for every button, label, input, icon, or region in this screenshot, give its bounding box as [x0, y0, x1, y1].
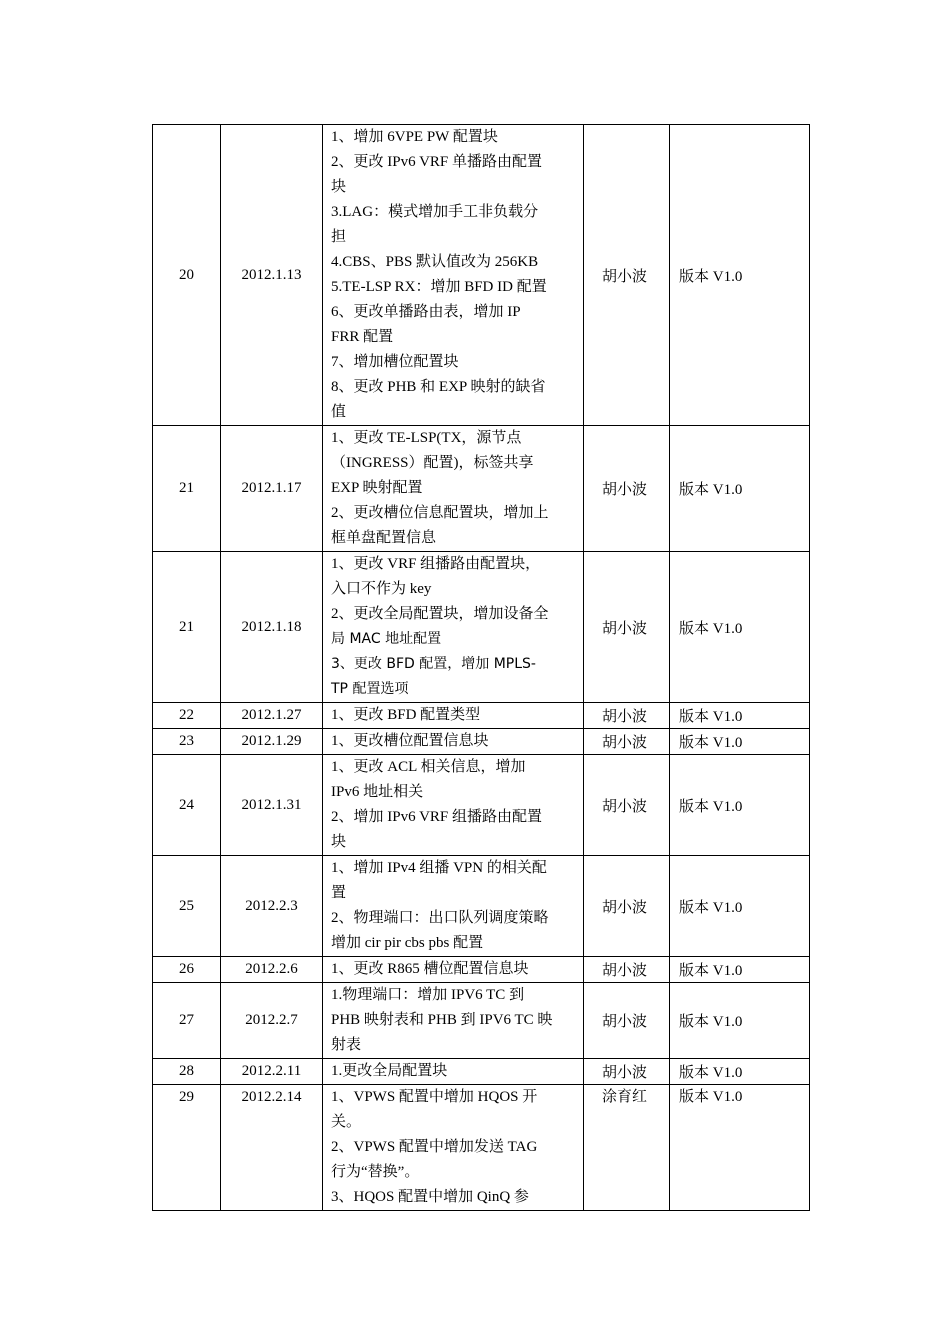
description-line: 块	[331, 179, 347, 195]
revision-version: 版本 V1.0	[670, 125, 810, 426]
revision-version: 版本 V1.0	[670, 703, 810, 729]
revision-row	[153, 552, 810, 703]
description-line: PHB 映射表和 PHB 到 IPV6 TC 映	[331, 1012, 553, 1028]
revision-row	[153, 1059, 810, 1085]
revision-date: 2012.2.7	[221, 983, 323, 1059]
revision-description	[323, 552, 584, 703]
description-line: 入口不作为 key	[331, 581, 432, 597]
revision-row	[153, 729, 810, 755]
description-line: 置	[331, 885, 347, 901]
description-line: 1、增加 6VPE PW 配置块	[331, 129, 498, 145]
description-line: 2、增加 IPv6 VRF 组播路由配置	[331, 809, 542, 825]
description-line: 行为“替换”。	[331, 1164, 420, 1180]
description-line: 7、增加槽位配置块	[331, 354, 459, 370]
description-line: 1、更改 BFD 配置类型	[331, 707, 481, 723]
revision-history-table	[152, 124, 810, 1211]
revision-table-body	[153, 125, 810, 1211]
revision-number: 21	[153, 426, 221, 552]
revision-row	[153, 1085, 810, 1211]
description-line: 增加 cir pir cbs pbs 配置	[331, 935, 484, 951]
revision-version: 版本 V1.0	[670, 1059, 810, 1085]
description-line: 关。	[331, 1114, 362, 1130]
revision-author: 胡小波	[584, 856, 670, 957]
revision-number: 28	[153, 1059, 221, 1085]
revision-number: 21	[153, 552, 221, 703]
revision-version: 版本 V1.0	[670, 426, 810, 552]
revision-author: 胡小波	[584, 1059, 670, 1085]
revision-description	[323, 983, 584, 1059]
revision-number: 27	[153, 983, 221, 1059]
description-line: 射表	[331, 1037, 362, 1053]
description-line: 3、更改 BFD 配置，增加 MPLS-	[331, 656, 536, 672]
description-line: 5.TE-LSP RX：增加 BFD ID 配置	[331, 279, 547, 295]
revision-row	[153, 856, 810, 957]
description-line: 1、VPWS 配置中增加 HQOS 开	[331, 1089, 538, 1105]
revision-version: 版本 V1.0	[670, 552, 810, 703]
description-line: 1.更改全局配置块	[331, 1063, 448, 1079]
revision-date: 2012.1.31	[221, 755, 323, 856]
revision-row	[153, 703, 810, 729]
revision-version: 版本 V1.0	[670, 755, 810, 856]
revision-author: 胡小波	[584, 729, 670, 755]
description-line: 2、更改 IPv6 VRF 单播路由配置	[331, 154, 542, 170]
description-line: 1、更改 ACL 相关信息，增加	[331, 759, 526, 775]
description-line: 块	[331, 834, 347, 850]
description-line: 1、更改槽位配置信息块	[331, 733, 489, 749]
revision-number: 23	[153, 729, 221, 755]
description-line: 3、HQOS 配置中增加 QinQ 参	[331, 1189, 529, 1205]
revision-date: 2012.1.27	[221, 703, 323, 729]
revision-version: 版本 V1.0	[670, 983, 810, 1059]
revision-description	[323, 703, 584, 729]
description-line: 值	[331, 404, 347, 420]
revision-date: 2012.2.3	[221, 856, 323, 957]
description-line: 2、更改全局配置块，增加设备全	[331, 606, 549, 622]
revision-author: 胡小波	[584, 755, 670, 856]
description-line: 1、更改 R865 槽位配置信息块	[331, 961, 529, 977]
description-line: （INGRESS）配置)，标签共享	[331, 455, 534, 471]
description-line: 1、增加 IPv4 组播 VPN 的相关配	[331, 860, 547, 876]
description-line: 2、VPWS 配置中增加发送 TAG	[331, 1139, 538, 1155]
revision-date: 2012.2.6	[221, 957, 323, 983]
description-line: 6、更改单播路由表，增加 IP	[331, 304, 521, 320]
revision-description	[323, 957, 584, 983]
revision-author: 胡小波	[584, 125, 670, 426]
description-line: 2、物理端口：出口队列调度策略	[331, 910, 549, 926]
description-line: FRR 配置	[331, 329, 394, 345]
description-line: 担	[331, 229, 347, 245]
revision-number: 22	[153, 703, 221, 729]
revision-row	[153, 755, 810, 856]
revision-description	[323, 729, 584, 755]
description-line: 1.物理端口：增加 IPV6 TC 到	[331, 987, 525, 1003]
description-line: 1、更改 TE-LSP(TX，源节点	[331, 430, 522, 446]
revision-row	[153, 426, 810, 552]
description-line: 4.CBS、PBS 默认值改为 256KB	[331, 254, 539, 270]
description-line: 3.LAG：模式增加手工非负载分	[331, 204, 539, 220]
revision-description	[323, 1059, 584, 1085]
revision-author: 胡小波	[584, 957, 670, 983]
description-line: 局 MAC 地址配置	[331, 631, 442, 647]
revision-number: 24	[153, 755, 221, 856]
revision-date: 2012.1.13	[221, 125, 323, 426]
description-line: 8、更改 PHB 和 EXP 映射的缺省	[331, 379, 546, 395]
revision-version: 版本 V1.0	[670, 856, 810, 957]
revision-row	[153, 125, 810, 426]
revision-description	[323, 856, 584, 957]
revision-number: 20	[153, 125, 221, 426]
revision-description	[323, 125, 584, 426]
revision-number: 25	[153, 856, 221, 957]
revision-date: 2012.2.14	[221, 1085, 323, 1211]
description-line: 框单盘配置信息	[331, 530, 437, 546]
description-line: IPv6 地址相关	[331, 784, 424, 800]
revision-description	[323, 1085, 584, 1211]
description-line: 1、更改 VRF 组播路由配置块，	[331, 556, 541, 572]
revision-author: 涂育红	[584, 1085, 670, 1211]
revision-author: 胡小波	[584, 552, 670, 703]
description-line: EXP 映射配置	[331, 480, 423, 496]
revision-author: 胡小波	[584, 983, 670, 1059]
description-line: TP 配置选项	[331, 681, 409, 697]
revision-author: 胡小波	[584, 426, 670, 552]
revision-version: 版本 V1.0	[670, 957, 810, 983]
revision-number: 26	[153, 957, 221, 983]
revision-date: 2012.1.17	[221, 426, 323, 552]
revision-date: 2012.1.29	[221, 729, 323, 755]
revision-version: 版本 V1.0	[670, 729, 810, 755]
revision-number: 29	[153, 1085, 221, 1211]
revision-date: 2012.2.11	[221, 1059, 323, 1085]
revision-description	[323, 426, 584, 552]
revision-date: 2012.1.18	[221, 552, 323, 703]
revision-author: 胡小波	[584, 703, 670, 729]
revision-version: 版本 V1.0	[670, 1085, 810, 1211]
description-line: 2、更改槽位信息配置块，增加上	[331, 505, 549, 521]
revision-row	[153, 983, 810, 1059]
revision-description	[323, 755, 584, 856]
revision-row	[153, 957, 810, 983]
